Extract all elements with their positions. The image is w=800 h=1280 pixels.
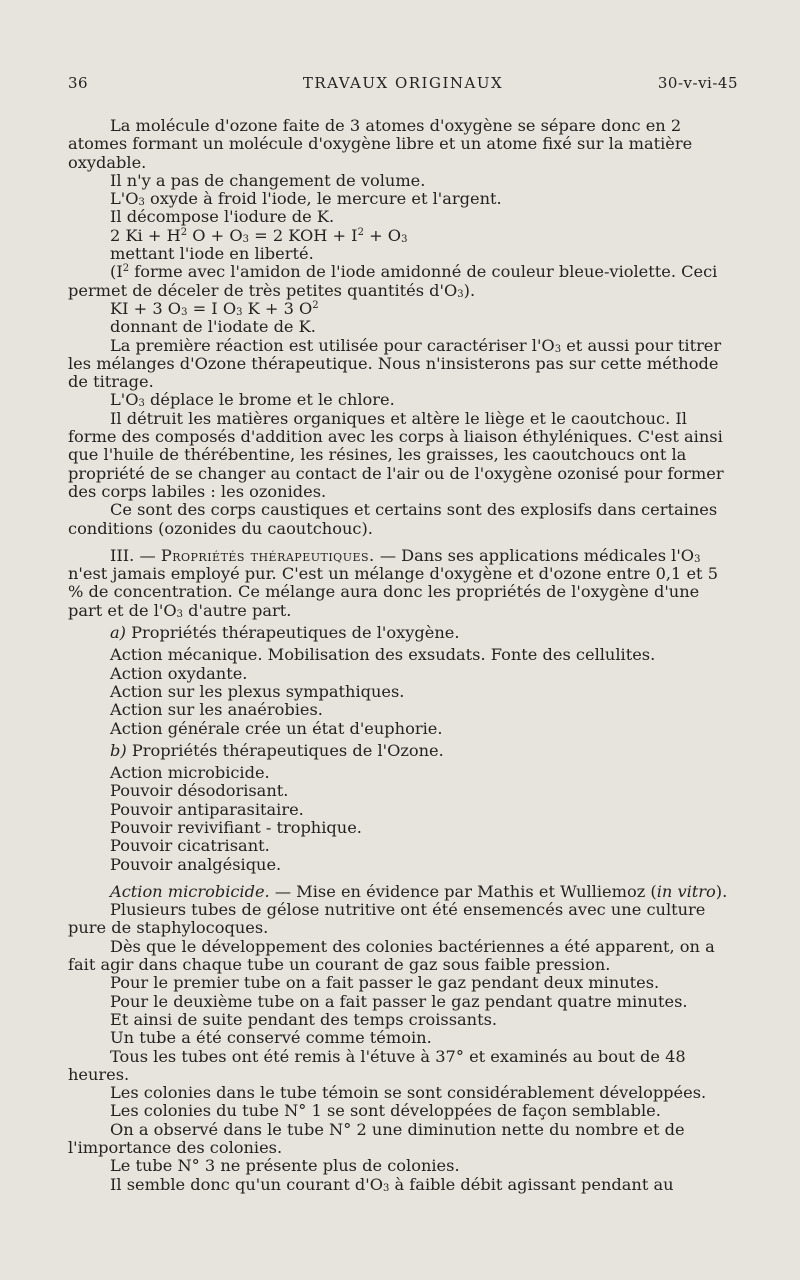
paragraph: $L'O_3$ oxyde à froid l'iode, le mercure et l'argent. <box>110 189 502 209</box>
paragraph: Tous les tubes ont été remis à l'étuve à 37° et examinés au bout de 48 heures. <box>68 1046 686 1084</box>
list-item: Pouvoir cicatrisant. <box>110 836 270 856</box>
paragraph: La première réaction est utilisée pour caractériser $l'O_3$ et aussi pour titrer les mélanges d'Ozone thérapeutique. Nous n'insisterons pas sur cette méthode de titrage. <box>68 335 722 392</box>
paragraph: On a observé dans le tube N° 2 une diminution nette du nombre et de l'importance des colonies. <box>68 1119 685 1158</box>
paragraph: ($I^2$ forme avec l'amidon de l'iode amidonné de couleur bleue-violette. Ceci permet de déceler de très petites quantités $d'O_3$). <box>68 262 718 300</box>
paragraph: $L'O_3$ déplace le brome et le chlore. <box>110 390 395 410</box>
paragraph: mettant l'iode en liberté. <box>110 244 314 264</box>
list-item: Action microbicide. <box>110 763 270 783</box>
list-item: Action sur les plexus sympathiques. <box>110 681 405 701</box>
list-item: Action mécanique. Mobilisation des exsudats. Fonte des cellulites. <box>110 645 656 665</box>
list-item: Action oxydante. <box>110 663 248 683</box>
list-item: Pouvoir revivifiant - trophique. <box>110 817 362 837</box>
subsection-heading: a) Propriétés thérapeutiques de l'oxygène. <box>110 623 460 643</box>
paragraph: Pour le premier tube on a fait passer le gaz pendant deux minutes. <box>110 973 660 993</box>
issue-date: 30-v-vi-45 <box>657 74 738 92</box>
chemical-equation: KI + 3 $O_3 = I$ $O_3$ K + 3 $O^2$ <box>110 298 319 318</box>
paragraph: Un tube a été conservé comme témoin. <box>110 1028 432 1048</box>
subsection-heading: b) Propriétés thérapeutiques de l'Ozone. <box>110 740 444 760</box>
paragraph: donnant de l'iodate de K. <box>110 317 316 337</box>
chemical-equation: 2 $Ki + H^2$ $O + O_3 = 2$ KOH + $I^2 + O_3$ <box>110 225 408 245</box>
paragraph: Dès que le développement des colonies bactériennes a été apparent, on a fait agir dans chaque tube un courant de gaz sous faible pression. <box>68 936 715 975</box>
paragraph: Il semble donc qu'un courant $d'O_3$ à faible débit agissant pendant au <box>110 1174 674 1194</box>
paragraph: Il n'y a pas de changement de volume. <box>110 170 426 190</box>
journal-section-title: TRAVAUX ORIGINAUX <box>302 74 504 92</box>
section-title: Propriétés thérapeutiques. <box>160 545 375 565</box>
list-item: Action générale crée un état d'euphorie. <box>110 718 443 738</box>
article-body <box>68 117 738 1194</box>
paragraph: Ce sont des corps caustiques et certains sont des explosifs dans certaines conditions (ozonides du caoutchouc). <box>68 500 718 538</box>
paragraph: Les colonies du tube N° 1 se sont développées de façon semblable. <box>110 1101 661 1121</box>
list-item: Pouvoir désodorisant. <box>110 781 289 801</box>
run-in-heading: Action microbicide. <box>110 881 270 901</box>
paragraph: La molécule d'ozone faite de 3 atomes d'oxygène se sépare donc en 2 atomes formant un molécule d'oxygène libre et un atome fixé sur la matière oxydable. <box>68 116 693 172</box>
paragraph: Il décompose l'iodure de K. <box>110 207 335 227</box>
list-item: Pouvoir analgésique. <box>110 854 282 874</box>
page-number: 36 <box>68 74 89 92</box>
list-item: Pouvoir antiparasitaire. <box>110 799 304 819</box>
paragraph: Il détruit les matières organiques et altère le liège et le caoutchouc. Il forme des composés d'addition avec les corps à liaison éthyléniques. C'est ainsi que l'huile de thérébentine, les résines, les graisses, les caoutchoucs ont la propriété de se changer au contact de l'air ou de l'oxygène ozonisé pour former des corps labiles : les ozonides. <box>68 408 724 501</box>
paragraph: Action microbicide. — Mise en évidence par Mathis et Wulliemoz (in vitro). <box>110 881 728 901</box>
paragraph: Pour le deuxième tube on a fait passer le gaz pendant quatre minutes. <box>110 991 688 1011</box>
list-item: Action sur les anaérobies. <box>110 700 323 720</box>
paragraph: Le tube N° 3 ne présente plus de colonies. <box>110 1156 460 1176</box>
paragraph: Plusieurs tubes de gélose nutritive ont été ensemencés avec une culture pure de staphylocoques. <box>68 900 706 938</box>
section-heading-paragraph: III. — Propriétés thérapeutiques. — Dans ses applications médicales $l'O_3$ n'est jamais employé pur. C'est un mélange d'oxygène et d'ozone entre 0,1 et 5 % de concentration. Ce mélange aura donc les propriétés de l'oxygène d'une part et de $l'O_3$ d'autre part. <box>68 545 719 620</box>
paragraph: Les colonies dans le tube témoin se sont considérablement développées. <box>110 1083 707 1103</box>
paragraph: Et ainsi de suite pendant des temps croissants. <box>110 1009 498 1029</box>
